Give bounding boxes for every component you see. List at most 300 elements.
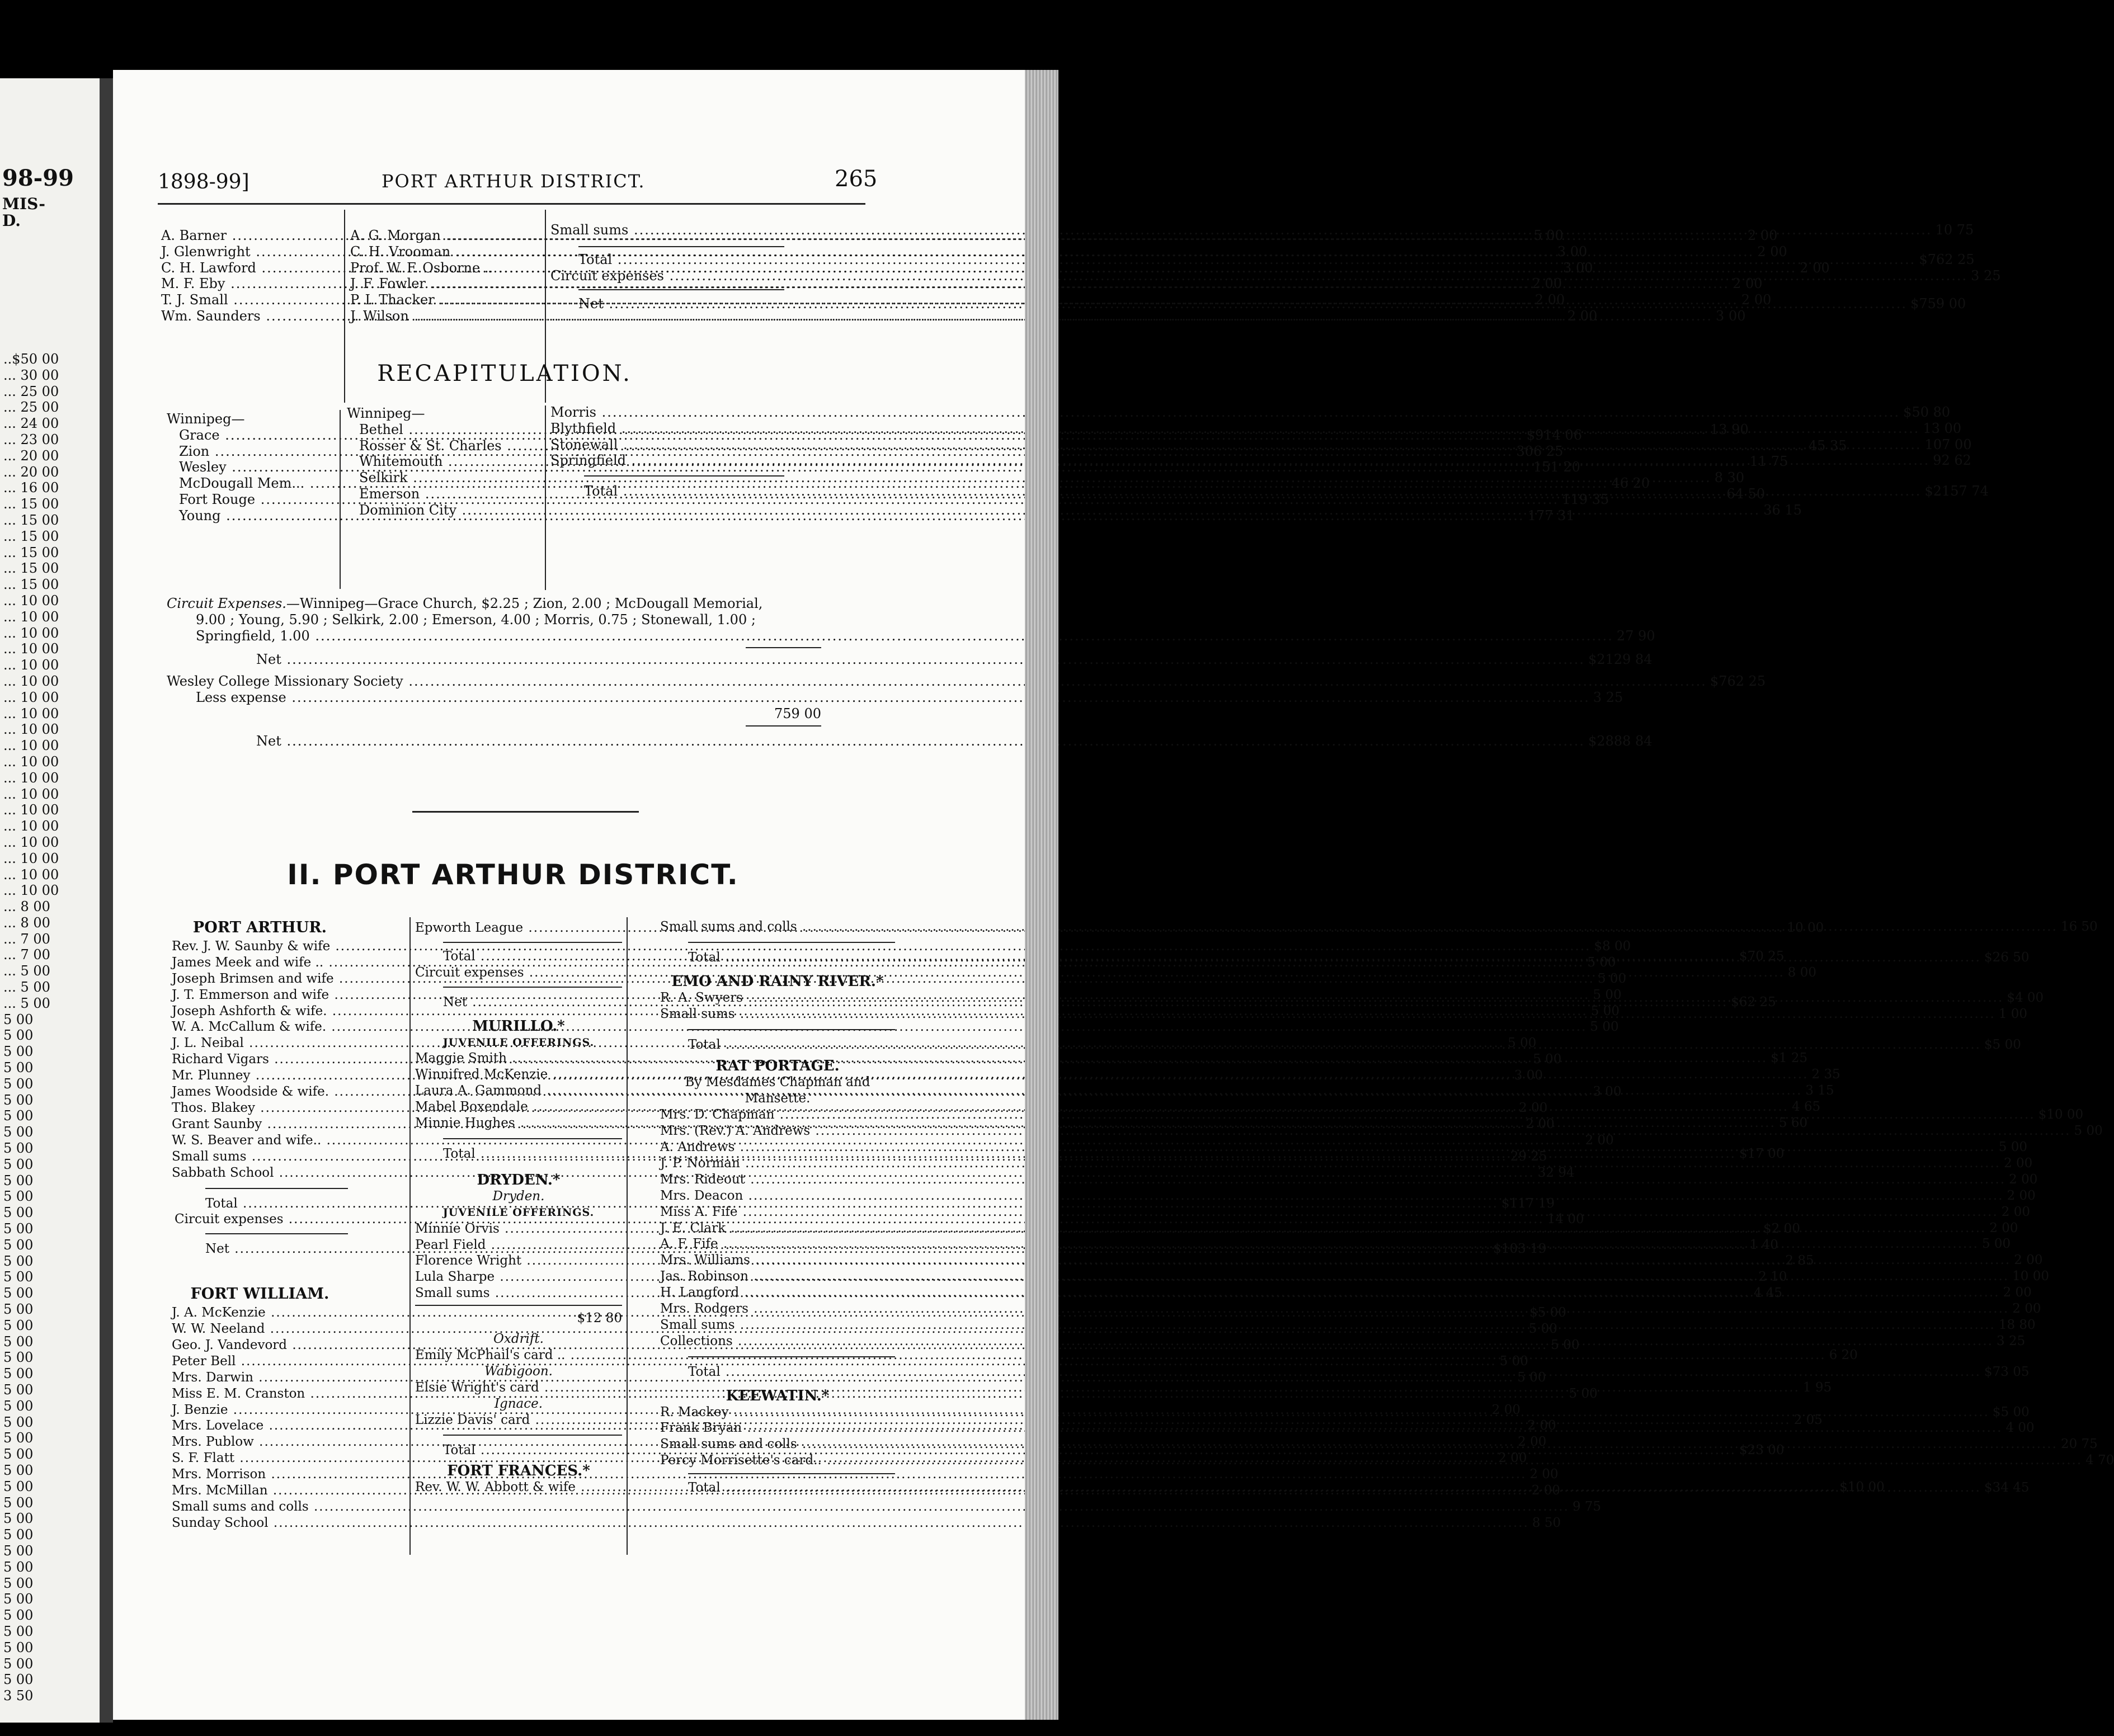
fort-william-row-amount: $5 00 [1529, 1305, 1566, 1320]
oxdrift-row: Emily McPhail's card .. ..... 6 20 [415, 1347, 622, 1364]
port-arthur-circuit-row: Circuit expenses ..... 14 00 [172, 1211, 348, 1228]
ignace-row: Lizzie Davis' card ..... 2 05 [415, 1412, 622, 1428]
left-page-value: 5 00 [3, 1623, 34, 1639]
rat-portage-row [660, 1220, 2018, 1237]
col2-circuit-row: Circuit expenses ..... 8 00 [415, 965, 622, 981]
left-page-value: 5 00 [3, 1172, 34, 1188]
col2-total-row: Total ..... $70 25 [443, 942, 622, 965]
fort-william-row-amount: 2 00 [1518, 1435, 1547, 1450]
recap-col1-heading: Winnipeg— [167, 411, 245, 427]
dryden-row-name: Florence Wright ..... [415, 1253, 1782, 1269]
recap-wesley-net: 759 00 [774, 705, 821, 721]
recap-row-amount: 46 20 [1611, 475, 1650, 492]
emo-row-name: Small sums ..... [660, 1006, 1995, 1022]
left-page-value: 5 00 [3, 1494, 34, 1511]
rat-portage-row-name: Mrs. Williams ..... [660, 1252, 2011, 1268]
left-page-value: 5 00 [3, 1559, 34, 1575]
rat-portage-row-name: Jas. Robinson ..... [660, 1268, 2009, 1285]
port-arthur-row-name: Grant Saunby ..... [172, 1116, 1523, 1133]
rat-portage-row-amount: 3 25 [1997, 1333, 2026, 1348]
rat-portage-row-name: Mrs. Rideout ..... [660, 1172, 2005, 1188]
district-title: II. PORT ARTHUR DISTRICT. [287, 858, 739, 891]
left-page-value: 5 00 [3, 1607, 34, 1624]
recap-row-amount: 177 31 [1527, 507, 1575, 523]
top-list-row-name: Prof. W. F. Osborne .. ..... [350, 260, 1796, 276]
recap-row-amount: $914 06 [1526, 427, 1583, 443]
recap-row-amount: 8 30 [1714, 470, 1745, 486]
top-list-row-amount: 2 00 [1567, 308, 1598, 324]
left-page-value: 5 00 [3, 1478, 34, 1494]
rat-portage-row-name: Mrs. (Rev.) A. Andrews ..... [660, 1123, 2071, 1139]
left-page-value: ... 8 00 [3, 914, 50, 931]
port-arthur-row-amount: $8 00 [1594, 938, 1631, 954]
keewatin-row-name: Frank Bryan ..... [660, 1420, 2002, 1436]
left-page-value: 5 00 [3, 1060, 34, 1076]
port-arthur-row-amount: 5 00 [1587, 955, 1616, 970]
murillo-title: MURILLO.* [472, 1017, 565, 1035]
left-page-value: 5 00 [3, 1140, 34, 1157]
recap-row-name: Zion ..... [179, 444, 1513, 460]
fort-william-row-amount: 2 00 [1529, 1467, 1559, 1482]
top-list-row-amount: 2 00 [1732, 276, 1763, 292]
fort-william-row-name: Mrs. McMillan ..... [172, 1483, 1528, 1499]
fort-william-row-amount: 2 00 [1498, 1451, 1527, 1466]
recap-row-amount: 13 90 [1710, 421, 1749, 437]
left-page-value: ... 10 00 [3, 753, 59, 770]
section-rule [412, 811, 639, 813]
port-arthur-row-amount: 5 00 [1593, 987, 1622, 1002]
recap-row [550, 404, 1951, 421]
top-list-row-name: C. H. Vrooman ..... [350, 244, 1754, 260]
murillo-row-name: Laura A. Gammond ..... [415, 1083, 1802, 1099]
port-arthur-row [172, 938, 1631, 955]
port-arthur-row-amount: 3 00 [1514, 1068, 1543, 1083]
murillo-row-name: Minnie Hughes ..... [415, 1115, 1776, 1131]
left-page-value: ... 10 00 [3, 834, 59, 850]
recap-col2-heading: Winnipeg— [347, 405, 425, 421]
top-list-row-amount: 2 00 [1748, 228, 1778, 243]
port-arthur-row-name: W. A. McCallum & wife. ..... [172, 1019, 1586, 1035]
recap-row-name: Dominion City ..... [359, 502, 1760, 518]
recap-row-amount: 36 15 [1763, 502, 1802, 518]
left-page-value: ... 10 00 [3, 770, 59, 786]
recap-title: RECAPITULATION. [377, 361, 632, 386]
dryden-row-amount: 1 40 [1749, 1237, 1778, 1252]
port-arthur-row-name: Small sums ..... [172, 1149, 1507, 1165]
murillo-row-amount: 4 65 [1792, 1100, 1821, 1115]
left-page-value: 5 00 [3, 1462, 34, 1478]
left-page-value: 5 00 [3, 1317, 34, 1333]
emo-row-name: R. A. Swyers ..... [660, 990, 2003, 1006]
left-page-value: ... 10 00 [3, 705, 59, 721]
left-page-value: 5 00 [3, 1221, 34, 1237]
port-arthur-row-amount: 5 00 [1590, 1003, 1620, 1018]
top-list-row-amount: 3 00 [1557, 243, 1588, 260]
left-page-value: 5 00 [3, 1205, 34, 1221]
fort-william-row-name: Small sums and colls ..... [172, 1499, 1569, 1515]
port-arthur-row-name: Joseph Brimsen and wife ..... [172, 971, 1594, 987]
emo-row-amount: $4 00 [2007, 990, 2044, 1005]
left-page-value: ... 5 00 [3, 995, 50, 1011]
port-arthur-row-amount: 2 00 [1519, 1100, 1548, 1115]
top-list-row-name: J. Glenwright ..... [161, 244, 1554, 260]
fort-frances-title: FORT FRANCES.* [447, 1463, 590, 1480]
port-arthur-row-name: J. L. Neibal ..... [172, 1035, 1504, 1051]
left-page-value: ... 15 00 [3, 512, 59, 528]
port-arthur-row-name: W. S. Beaver and wife.. ..... [172, 1133, 1582, 1149]
port-arthur-row-amount: 5 00 [1508, 1036, 1537, 1051]
left-page-value: 5 00 [3, 1446, 34, 1463]
left-page-value: 5 00 [3, 1108, 34, 1124]
top-list-row-amount: 2 00 [1532, 276, 1562, 292]
left-page-value: ... 10 00 [3, 786, 59, 802]
left-page-value: ... 7 00 [3, 947, 50, 963]
fort-william-row-name: Mrs. Morrison ..... [172, 1466, 1526, 1483]
port-arthur-row-amount: 29 25 [1510, 1149, 1547, 1164]
fort-william-row-name: Mrs. Darwin ..... [172, 1370, 1514, 1386]
rat-portage-row-amount: 10 00 [2012, 1269, 2050, 1284]
rat-portage-row [660, 1204, 2030, 1220]
recap-rule [746, 647, 821, 648]
dryden-juvenile: JUVENILE OFFERINGS. [442, 1206, 595, 1219]
epworth-row: Epworth League ..... 10 00 [415, 920, 622, 936]
rat-portage-sub2: Mansette. [745, 1091, 811, 1106]
column-divider [627, 917, 628, 1555]
fort-william-row-name: Sunday School ..... [172, 1515, 1529, 1531]
rat-portage-row-name: Mrs. D. Chapman ..... [660, 1107, 2035, 1123]
top-list-row-name: P. I. Thacker ..... [350, 292, 1738, 308]
recap-wesley-row: Wesley College Missionary Society ..... $762 25 [167, 673, 726, 690]
top-list-row-name: C. H. Lawford ..... [161, 260, 1560, 276]
top-list-row-amount: 2 00 [1741, 292, 1772, 308]
left-page-value: 5 00 [3, 1011, 34, 1027]
left-page-value: ... 30 00 [3, 367, 59, 383]
rat-portage-row-name: Collections ..... [660, 1333, 1993, 1350]
fort-william-row-name: S. F. Flatt ..... [172, 1450, 1495, 1466]
left-page-value: ... 20 00 [3, 464, 59, 480]
keewatin-title: KEEWATIN.* [726, 1387, 830, 1404]
header-year: 1898-99] [158, 171, 249, 194]
rat-portage-title: RAT PORTAGE. [715, 1058, 840, 1075]
rat-portage-row-name: Mrs. Deacon ..... [660, 1188, 2004, 1204]
emo-title: EMO AND RAINY RIVER.* [671, 973, 884, 990]
rat-portage-row-name: A. F. Fife ..... [660, 1236, 1979, 1252]
fort-william-row-name: Mrs. Publow ..... [172, 1434, 1514, 1450]
oxdrift-label: Oxdrift. [493, 1332, 544, 1347]
dryden-subtotal: $12 80 [415, 1305, 622, 1327]
left-page-value: ... 15 00 [3, 528, 59, 544]
dryden-row-amount: 2 10 [1758, 1270, 1787, 1285]
fort-william-row-amount: 2 00 [1491, 1402, 1520, 1417]
left-page-value: 5 00 [3, 1269, 34, 1285]
page-edge [1025, 70, 1058, 1720]
header-title: PORT ARTHUR DISTRICT. [382, 171, 646, 192]
left-page-value: 5 00 [3, 1350, 34, 1366]
recap-row-amount: 119 35 [1562, 491, 1609, 507]
wabigoon-label: Wabigoon. [484, 1364, 553, 1379]
port-arthur-row-name: Joseph Ashforth & wife. ..... [172, 1003, 1588, 1020]
rat-portage-row-amount: 5 00 [1981, 1237, 2011, 1252]
top-list-row-amount: 3 00 [1716, 308, 1746, 324]
left-page-value: 5 00 [3, 1430, 34, 1446]
wabigoon-row: Elsie Wright's card ..... 1 95 [415, 1380, 622, 1396]
left-page-d: D. [2, 211, 21, 230]
port-arthur-row-name: Rev. J. W. Saunby & wife ..... [172, 938, 1590, 955]
murillo-row-amount: 3 15 [1805, 1083, 1834, 1098]
recap-row-name: Blythfield ..... [550, 421, 1919, 437]
top-list-row-amount: 5 00 [1533, 228, 1564, 243]
left-page-value: 5 00 [3, 1398, 34, 1414]
top-list-row-amount: 3 00 [1563, 260, 1593, 276]
left-page-value: ... 23 00 [3, 431, 59, 447]
dryden-row-name: Lula Sharpe ..... [415, 1269, 1755, 1285]
fort-william-row-amount: 2 00 [1531, 1483, 1561, 1498]
left-page-value: ... 15 00 [3, 577, 59, 593]
recap-total-row: Total ..... $2157 74 [584, 475, 784, 499]
left-page-value: ... 20 00 [3, 447, 59, 464]
recap-net2-row: Net ..... $2888 84 [167, 733, 821, 749]
keewatin-row-name: R. Mackey ..... [660, 1404, 1989, 1421]
left-page-value: 5 00 [3, 1044, 34, 1060]
left-page-value: 5 00 [3, 1027, 34, 1044]
left-page-value: 5 00 [3, 1366, 34, 1382]
recap-row-amount: $50 80 [1903, 404, 1951, 420]
port-arthur-title: PORT ARTHUR. [192, 919, 327, 936]
fort-william-row-name: Peter Bell ..... [172, 1353, 1496, 1370]
left-page-value: 5 00 [3, 1527, 34, 1543]
left-page-value: ... 10 00 [3, 850, 59, 866]
top-list-row-amount: 2 00 [1534, 292, 1565, 308]
left-page-value: ... 10 00 [3, 592, 59, 608]
left-page-value: ... 10 00 [3, 818, 59, 834]
recap-row-amount: 107 00 [1924, 436, 1972, 452]
left-page-values [3, 351, 59, 1704]
ignace-label: Ignace. [494, 1396, 543, 1411]
recap-row-amount: 92 62 [1933, 452, 1971, 469]
rat-portage-row-amount: 18 80 [1998, 1317, 2036, 1332]
port-arthur-total-row: Total ..... $117 19 [205, 1188, 348, 1212]
top-list-row-amount: 2 00 [1800, 260, 1830, 276]
port-arthur-row-amount: 5 00 [1597, 971, 1627, 986]
top-list-row-name: J. Wilson ..... [350, 308, 1712, 324]
fort-william-row-amount: 8 50 [1532, 1515, 1561, 1530]
header-rule [158, 203, 865, 205]
left-page-value: ... 15 00 [3, 496, 59, 512]
fort-william-row-amount: 5 00 [1569, 1386, 1598, 1401]
rat-portage-row-amount: 2 00 [2007, 1188, 2036, 1203]
left-page-value: ... 7 00 [3, 931, 50, 947]
recap-row-name: Fort Rouge ..... [179, 492, 1559, 508]
dryden-row-name: Minnie Orvis ..... [415, 1221, 1760, 1237]
fort-william-row-name: Miss E. M. Cranston ..... [172, 1386, 1566, 1402]
rat-portage-row-amount: 2 00 [2012, 1301, 2041, 1317]
recap-row-name: Wesley ..... [179, 459, 1530, 475]
rat-portage-row-amount: 5 00 [1998, 1139, 2027, 1154]
left-page-value: ... 15 00 [3, 544, 59, 560]
recap-circuit-line2: 9.00 ; Young, 5.90 ; Selkirk, 2.00 ; Emerson, 4.00 ; Morris, 0.75 ; Stonewall, 1.00 ; [196, 611, 756, 628]
left-page-value: 5 00 [3, 1639, 34, 1655]
left-page-value: 5 00 [3, 1237, 34, 1253]
fort-william-row-name: J. Benzie ..... [172, 1402, 1489, 1418]
left-page-value: 5 00 [3, 1075, 34, 1092]
left-page-value: ... 10 00 [3, 721, 59, 738]
fort-william-row-name: Geo. J. Vandevord ..... [172, 1337, 1547, 1353]
recap-row-amount: 11 75 [1749, 454, 1788, 470]
rat-portage-row-amount: 2 00 [2003, 1285, 2032, 1300]
left-page-value: ... 10 00 [3, 641, 59, 657]
rat-portage-row-name: Mrs. Rodgers ..... [660, 1301, 2009, 1317]
murillo-juvenile: JUVENILE OFFERINGS. [442, 1036, 595, 1049]
left-page-value: 5 00 [3, 1124, 34, 1140]
fort-william-row-amount: 9 75 [1572, 1499, 1602, 1514]
top-total-row: Total ..... $762 25 [578, 246, 784, 268]
dryden-row-name: Small sums ..... [415, 1285, 1750, 1301]
keewatin-row-amount: 20 75 [2060, 1437, 2098, 1452]
left-page-value: 5 00 [3, 1253, 34, 1269]
left-page-value: ... 8 00 [3, 899, 50, 915]
left-page-value: 5 00 [3, 1156, 34, 1172]
fort-william-row-amount: 5 00 [1528, 1322, 1557, 1337]
murillo-row-amount: 2 35 [1811, 1067, 1840, 1082]
murillo-row-amount: 5 60 [1778, 1116, 1808, 1131]
recap-row-amount: 45 35 [1808, 437, 1847, 454]
fort-william-title: FORT WILLIAM. [190, 1285, 329, 1303]
keewatin-row-amount: 4 70 [2085, 1453, 2114, 1468]
dryden-row-amount: 4 45 [1753, 1286, 1783, 1301]
top-list-row-name: A. Barner ..... [161, 228, 1530, 244]
left-page-value: ... 16 00 [3, 480, 59, 496]
recap-circuit-label: Circuit Expenses. [167, 596, 286, 611]
port-arthur-net-row: Net ..... $103 19 [205, 1233, 348, 1257]
left-page-value: 5 00 [3, 1188, 34, 1205]
murillo-row-name: Winnifred McKenzie ..... [415, 1067, 1809, 1083]
rat-portage-row-amount: 2 00 [1989, 1220, 2018, 1235]
port-arthur-row-name: Thos. Blakey ..... [172, 1100, 1515, 1116]
emo-row-amount: 1 00 [1998, 1006, 2028, 1021]
rat-portage-row-amount: 2 00 [2009, 1172, 2038, 1187]
port-arthur-row-name: J. T. Emmerson and wife ..... [172, 987, 1589, 1003]
col3-total-row: Total ..... $26 50 [688, 942, 895, 966]
fort-william-row-amount: 5 00 [1551, 1337, 1580, 1352]
fort-william-row [172, 1515, 1561, 1531]
left-page-value: ... 5 00 [3, 963, 50, 979]
recap-row-name: Whitemouth ..... [359, 454, 1746, 470]
fort-william-row-amount: 2 00 [1527, 1418, 1556, 1433]
top-list-row-name: T. J. Small ..... [161, 292, 1532, 308]
left-page-value: ... 10 00 [3, 866, 59, 883]
left-page-value: ... 5 00 [3, 979, 50, 996]
left-page-value: ... 10 00 [3, 673, 59, 689]
port-arthur-row-name: Sabbath School ..... [172, 1165, 1534, 1181]
rat-portage-row-name: Small sums ..... [660, 1317, 1995, 1333]
recap-row-name: Stonewall ..... [550, 437, 1922, 453]
top-list-row-name: J. F. Fowler ..... [350, 276, 1729, 292]
dryden-total-row: Total ..... $23 00 [443, 1435, 622, 1459]
left-page-value: 5 00 [3, 1542, 34, 1559]
murillo-total-row: Total ..... $17 00 [443, 1138, 622, 1162]
left-page-year: 98-99 [2, 165, 74, 191]
recap-row-name: Springfield ..... [550, 452, 1929, 469]
left-page-value: 5 00 [3, 1285, 34, 1301]
dryden-row-amount: 2 85 [1785, 1253, 1814, 1268]
top-list-row-name: Wm. Saunders ..... [161, 308, 1564, 324]
rat-portage-row-name: J. E. Clark ..... [660, 1220, 1986, 1237]
left-page [0, 78, 100, 1723]
port-arthur-row-amount: 5 00 [1590, 1020, 1619, 1035]
fort-frances-row: Rev. W. W. Abbott & wife ..... $10 00 [415, 1479, 622, 1496]
recap-row-name: Selkirk ..... [359, 470, 1711, 486]
left-page-value: 5 00 [3, 1092, 34, 1108]
port-arthur-row-amount: 2 00 [1585, 1133, 1614, 1148]
left-page-value: 5 00 [3, 1414, 34, 1430]
column-divider [409, 917, 411, 1555]
recap-row-name: Young ..... [179, 508, 1524, 524]
left-page-value: ... 10 00 [3, 738, 59, 754]
left-page-value: ... 25 00 [3, 383, 59, 399]
dryden-subtitle: Dryden. [492, 1188, 545, 1204]
page-number: 265 [835, 166, 878, 192]
recap-row-amount: 13 00 [1923, 420, 1962, 436]
left-page-value: 5 00 [3, 1511, 34, 1527]
col2-net-row: Net ..... $62 25 [443, 987, 622, 1011]
left-page-value: ... 15 00 [3, 560, 59, 577]
murillo-row-amount: $1 25 [1771, 1051, 1808, 1066]
left-page-value: 5 00 [3, 1301, 34, 1318]
murillo-row-name: Mabel Boxendale ..... [415, 1099, 1788, 1115]
recap-row-name: Emerson ..... [359, 486, 1723, 502]
left-page-value: 5 00 [3, 1333, 34, 1350]
column-divider [340, 410, 341, 589]
left-page-value: ... 24 00 [3, 416, 59, 432]
fort-william-row-amount: 5 00 [1517, 1370, 1546, 1385]
recap-row-name: Grace ..... [179, 427, 1523, 444]
rat-portage-row-amount: 5 00 [2074, 1124, 2103, 1139]
top-small-sums-row: Small sums ..... 10 75 [550, 222, 784, 238]
top-list-row-amount: 2 00 [1757, 243, 1787, 260]
left-page-value: 5 00 [3, 1575, 34, 1591]
dryden-row-name: Pearl Field ..... [415, 1237, 1746, 1253]
left-page-value: ... 10 00 [3, 802, 59, 818]
recap-circuit-line3: Springfield, 1.00 ..... 27 90 [167, 628, 821, 644]
left-page-value: ... 10 00 [3, 657, 59, 673]
port-arthur-row-name: James Woodside & wife. ..... [172, 1084, 1589, 1100]
left-page-value: ..$50 00 [3, 351, 59, 367]
rat-portage-row-amount: 2 00 [2004, 1155, 2033, 1171]
rat-portage-sub1: By Mesdames Chapman and [685, 1075, 870, 1090]
page [113, 70, 2114, 1720]
col3-small-row: Small sums and colls ..... 16 50 [660, 919, 895, 935]
recap-row-name: Morris ..... [550, 404, 1900, 421]
keewatin-row-name: Percy Morrisette's card.. ..... [660, 1452, 2082, 1469]
keewatin-row-amount: $5 00 [1992, 1404, 2030, 1419]
recap-row-amount: 151 20 [1533, 459, 1580, 475]
fort-william-row-amount: 5 00 [1499, 1353, 1528, 1369]
left-page-mis: MIS- [2, 195, 45, 213]
left-page-value: 5 00 [3, 1382, 34, 1398]
port-arthur-row-amount: 2 00 [1526, 1116, 1555, 1131]
rat-portage-row-amount: 2 00 [2014, 1253, 2043, 1268]
rat-portage-row-name: A. Andrews ..... [660, 1139, 1995, 1155]
column-divider [545, 405, 546, 590]
port-arthur-row-name: Mr. Plunney ..... [172, 1068, 1511, 1084]
top-list-row-name: M. F. Eby ..... [161, 276, 1529, 292]
left-page-value: 5 00 [3, 1655, 34, 1672]
fort-william-row-name: Mrs. Lovelace ..... [172, 1418, 1524, 1434]
left-page-value: ... 10 00 [3, 883, 59, 899]
left-page-value: ... 10 00 [3, 689, 59, 705]
fort-william-row [172, 1353, 1528, 1370]
left-page-value: 5 00 [3, 1591, 34, 1607]
